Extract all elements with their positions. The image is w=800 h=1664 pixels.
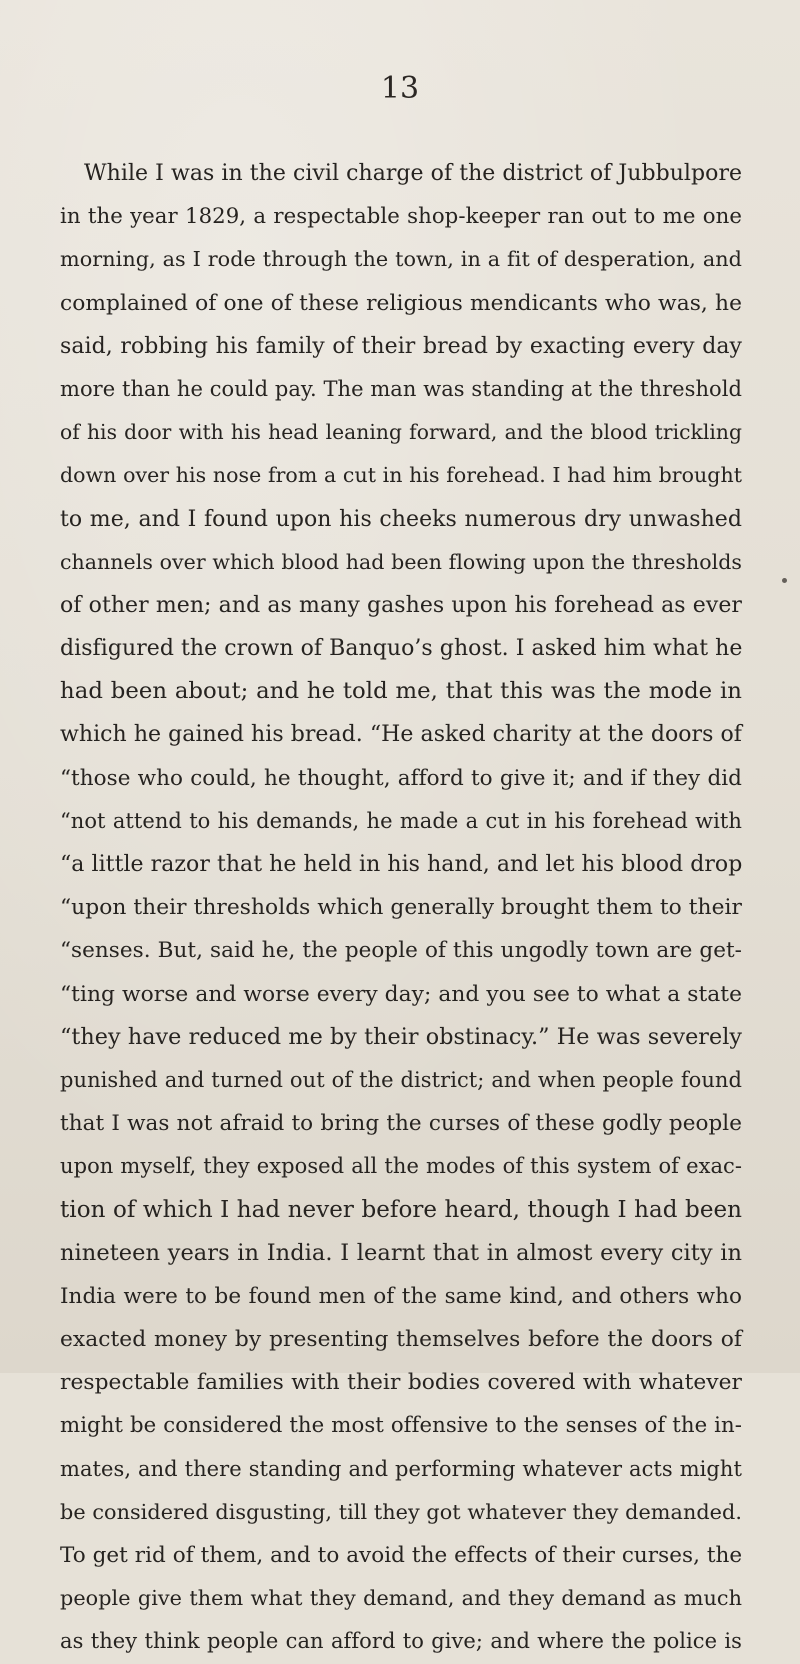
text-line: “ting worse and worse every day; and you see to what a state bbox=[60, 981, 742, 1007]
text-line: down over his nose from a cut in his forehead. I had him brought bbox=[60, 463, 742, 488]
ink-speck bbox=[782, 578, 787, 583]
text-line: that I was not afraid to bring the curses of these godly people bbox=[60, 1111, 742, 1137]
text-line: respectable families with their bodies covered with whatever bbox=[60, 1370, 742, 1396]
text-line: more than he could pay. The man was standing at the threshold bbox=[60, 376, 742, 401]
text-line: morning, as I rode through the town, in a fit of desperation, and bbox=[60, 247, 742, 272]
text-line: “those who could, he thought, afford to give it; and if they did bbox=[60, 765, 742, 791]
text-line: to me, and I found upon his cheeks numerous dry unwashed bbox=[60, 506, 742, 532]
text-line: upon myself, they exposed all the modes of this system of exac- bbox=[60, 1154, 742, 1179]
text-line: of his door with his head leaning forward, and the blood trickling bbox=[60, 420, 742, 445]
text-line: mates, and there standing and performing whatever acts might bbox=[60, 1456, 742, 1481]
text-line: which he gained his bread. “He asked charity at the doors of bbox=[60, 722, 742, 748]
text-line: “a little razor that he held in his hand, and let his blood drop bbox=[60, 852, 743, 877]
text-line: nineteen years in India. I learnt that in almost every city in bbox=[60, 1239, 742, 1266]
text-line: might be considered the most offensive to the senses of the in- bbox=[60, 1413, 742, 1439]
text-line: To get rid of them, and to avoid the effects of their curses, the bbox=[60, 1543, 743, 1568]
text-line: punished and turned out of the district; and when people found bbox=[60, 1067, 742, 1092]
text-line: “they have reduced me by their obstinacy.” He was severely bbox=[60, 1023, 742, 1050]
text-line: disfigured the crown of Banquo’s ghost. I asked him what he bbox=[60, 636, 743, 662]
text-line: of other men; and as many gashes upon his forehead as ever bbox=[60, 592, 742, 618]
text-line: complained of one of these religious mendicants who was, he bbox=[60, 290, 742, 316]
text-line: While I was in the civil charge of the district of Jubbulpore bbox=[84, 161, 743, 186]
text-line: tion of which I had never before heard, though I had been bbox=[60, 1196, 742, 1223]
text-line: India were to be found men of the same kind, and others who bbox=[60, 1283, 742, 1309]
text-line: exacted money by presenting themselves before the doors of bbox=[60, 1327, 742, 1353]
page-number: 13 bbox=[380, 71, 420, 106]
text-line: people give them what they demand, and they demand as much bbox=[60, 1586, 742, 1611]
text-line: “upon their thresholds which generally brought them to their bbox=[60, 895, 742, 921]
text-line: “not attend to his demands, he made a cut in his forehead with bbox=[60, 808, 742, 833]
body-text bbox=[60, 152, 742, 1664]
text-line: channels over which blood had been flowing upon the thresholds bbox=[60, 549, 742, 574]
text-line: as they think people can afford to give; and where the police is bbox=[60, 1629, 742, 1654]
text-line: had been about; and he told me, that this was the mode in bbox=[60, 678, 742, 705]
text-line: “senses. But, said he, the people of this ungodly town are get- bbox=[60, 938, 742, 964]
text-line: be considered disgusting, till they got whatever they demanded. bbox=[60, 1499, 742, 1524]
text-line: said, robbing his family of their bread by exacting every day bbox=[60, 333, 742, 359]
text-line: in the year 1829, a respectable shop-keeper ran out to me one bbox=[60, 204, 742, 230]
